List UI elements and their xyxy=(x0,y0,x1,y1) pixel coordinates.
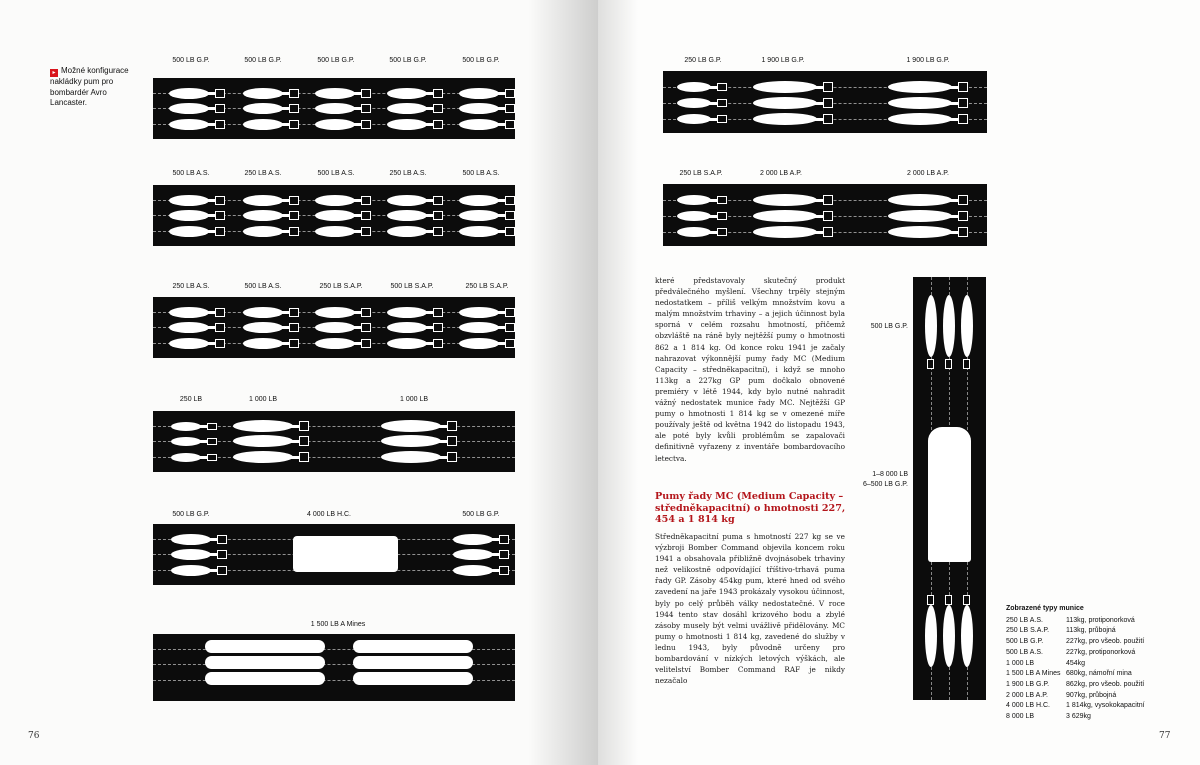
mine-body xyxy=(205,672,325,685)
bomb-body xyxy=(459,195,499,206)
legend-value: 227kg, protiponorková xyxy=(1066,648,1136,656)
bomb-body xyxy=(753,113,817,125)
bomb-tail-fin xyxy=(289,227,299,236)
bomb-tail-fin xyxy=(433,339,443,348)
section-heading: Pumy řady MC (Medium Capacity – středněkapacitní) o hmotnosti 227, 454 a 1 814 kg xyxy=(655,491,846,525)
bomb-tail-fin xyxy=(505,196,515,205)
bay-label: 500 LB G.P. xyxy=(389,57,427,64)
bomb-tail-fin xyxy=(215,323,225,332)
bomb-body xyxy=(387,338,427,349)
bomb-body xyxy=(459,88,499,99)
bomb-body xyxy=(677,82,711,92)
legend-value: 1 814kg, vysokokapacitní xyxy=(1066,702,1145,710)
bomb-body xyxy=(315,88,355,99)
bay-label: 250 LB S.A.P. xyxy=(319,283,363,290)
bomb-tail-fin xyxy=(717,228,727,236)
bomb-tail-fin xyxy=(447,452,457,462)
bay-label: 4 000 LB H.C. xyxy=(307,511,351,518)
bomb-body xyxy=(387,226,427,237)
bomb-tail-fin xyxy=(289,120,299,129)
bay-label: 250 LB A.S. xyxy=(244,170,282,177)
bomb-tail-fin xyxy=(215,104,225,113)
bomb-tail-fin xyxy=(217,566,227,575)
bomb-body xyxy=(243,226,283,237)
legend-key: 1 900 LB G.P. xyxy=(1006,680,1050,688)
bomb-body xyxy=(171,422,201,431)
bomb-tail-fin xyxy=(945,595,952,605)
bomb-tail-fin xyxy=(289,323,299,332)
legend-row xyxy=(1006,648,1176,659)
bomb-tail-fin xyxy=(215,308,225,317)
bomb-tail-fin xyxy=(361,211,371,220)
bomb-tail-fin xyxy=(505,211,515,220)
bomb-body xyxy=(387,307,427,318)
legend-value: 3 629kg xyxy=(1066,713,1091,721)
bay-label: 500 LB A.S. xyxy=(244,283,282,290)
bomb-tail-fin xyxy=(207,423,217,430)
bomb-tail-fin xyxy=(958,82,968,92)
bomb-body xyxy=(459,307,499,318)
bomb-body xyxy=(753,81,817,93)
legend-key: 4 000 LB H.C. xyxy=(1006,702,1050,710)
bomb-tail-fin xyxy=(717,115,727,123)
bomb-bay-diagram xyxy=(153,185,515,246)
bomb-tail-fin xyxy=(289,196,299,205)
bomb-tail-fin xyxy=(433,120,443,129)
bomb-tail-fin xyxy=(215,227,225,236)
bay-label: 500 LB G.P. xyxy=(462,57,500,64)
munition-legend xyxy=(1006,604,1176,723)
bomb-body xyxy=(888,226,952,238)
bomb-tail-fin xyxy=(215,89,225,98)
vertical-bay-label-mid-2: 6–500 LB G.P. xyxy=(862,481,908,488)
bomb-body xyxy=(387,88,427,99)
legend-row xyxy=(1006,680,1176,691)
bomb-tail-fin xyxy=(505,308,515,317)
bomb-body xyxy=(315,226,355,237)
bomb-tail-fin xyxy=(207,438,217,445)
bomb-tail-fin xyxy=(505,89,515,98)
bomb-tail-fin xyxy=(361,89,371,98)
bomb-body xyxy=(753,194,817,206)
bay-label: 500 LB A.S. xyxy=(317,170,355,177)
legend-key: 1 000 LB xyxy=(1006,659,1035,667)
bomb-tail-fin xyxy=(717,212,727,220)
bomb-tail-fin xyxy=(823,227,833,237)
bomb-body xyxy=(943,605,955,667)
bay-label: 250 LB G.P. xyxy=(684,57,722,64)
bomb-body xyxy=(459,226,499,237)
gutter-shadow-right xyxy=(598,0,638,765)
legend-value: 862kg, pro všeob. použití xyxy=(1066,680,1145,688)
mine-body xyxy=(353,672,473,685)
legend-value: 680kg, námořní mina xyxy=(1066,670,1132,678)
bomb-tail-fin xyxy=(433,211,443,220)
bay-label: 1 000 LB xyxy=(248,396,278,403)
bomb-body xyxy=(387,210,427,221)
bomb-body xyxy=(888,81,952,93)
bomb-body xyxy=(888,113,952,125)
legend-row xyxy=(1006,712,1176,723)
vertical-bay-label-top: 500 LB G.P. xyxy=(870,323,908,330)
blockbuster-bomb xyxy=(928,427,971,562)
legend-row xyxy=(1006,691,1176,702)
bay-label: 250 LB S.A.P. xyxy=(679,170,723,177)
legend-row xyxy=(1006,637,1176,648)
caption-marker-icon: ▸ xyxy=(50,69,58,77)
bomb-body xyxy=(169,119,209,130)
bomb-tail-fin xyxy=(823,211,833,221)
bomb-body xyxy=(459,210,499,221)
bomb-body xyxy=(169,226,209,237)
bomb-tail-fin xyxy=(958,195,968,205)
bomb-tail-fin xyxy=(299,452,309,462)
bomb-bay-diagram xyxy=(153,524,515,585)
right-page xyxy=(598,0,1200,765)
bay-label: 500 LB G.P. xyxy=(244,57,282,64)
bomb-body xyxy=(961,295,973,357)
bomb-tail-fin xyxy=(499,550,509,559)
bomb-tail-fin xyxy=(717,99,727,107)
bomb-tail-fin xyxy=(361,196,371,205)
bomb-body xyxy=(315,338,355,349)
bomb-tail-fin xyxy=(289,211,299,220)
bomb-body xyxy=(233,451,293,463)
legend-key: 250 LB S.A.P. xyxy=(1006,627,1050,635)
bomb-body xyxy=(387,195,427,206)
bomb-tail-fin xyxy=(361,120,371,129)
bomb-tail-fin xyxy=(823,98,833,108)
bomb-tail-fin xyxy=(505,104,515,113)
bomb-body xyxy=(243,119,283,130)
bomb-tail-fin xyxy=(499,535,509,544)
bomb-body xyxy=(169,210,209,221)
bomb-tail-fin xyxy=(433,227,443,236)
bomb-body xyxy=(315,322,355,333)
bomb-body xyxy=(381,435,441,447)
bomb-tail-fin xyxy=(505,323,515,332)
bomb-tail-fin xyxy=(361,339,371,348)
bomb-body xyxy=(459,119,499,130)
bomb-tail-fin xyxy=(717,83,727,91)
bay-label: 500 LB G.P. xyxy=(317,57,355,64)
bomb-bay-diagram xyxy=(153,634,515,701)
bay-label: 500 LB G.P. xyxy=(172,57,210,64)
bomb-body xyxy=(453,565,493,576)
bay-label: 500 LB G.P. xyxy=(462,511,500,518)
legend-value: 907kg, průbojná xyxy=(1066,691,1117,699)
bomb-body xyxy=(381,451,441,463)
legend-row xyxy=(1006,701,1176,712)
bay-label: 500 LB G.P. xyxy=(172,511,210,518)
bomb-tail-fin xyxy=(361,323,371,332)
bomb-body xyxy=(677,227,711,237)
bay-label: 500 LB A.S. xyxy=(172,170,210,177)
mine-body xyxy=(205,656,325,669)
bomb-body xyxy=(171,549,211,560)
bomb-tail-fin xyxy=(927,359,934,369)
mine-body xyxy=(353,640,473,653)
legend-row xyxy=(1006,616,1176,627)
body-paragraph-2: Středněkapacitní puma s hmotností 227 kg se ve výzbroji Bomber Command objevila koncem roku 1941 a obsahovala přibližně dvojnásobek trhaviny než velikostně odpovídající tříštivo-trhavá puma řady GP. Zásoby 454kg pum, které hned od svého zavedení na jaře 1943 prokázaly vysokou účinnost, byly po celý průběh války nedostatečné. V roce 1944 tento stav dosáhl krizového bodu a zbylé zásoby musely být velmi uvážlivě přidělovány. MC pumy o hmotnosti 1 814 kg, zavedené do služby v lednu 1943, byly původně určeny pro bombardování v nízkých letových výškách, ale velitelství Bomber Command RAF je nikdy nezačalo xyxy=(655,532,845,686)
bomb-body xyxy=(943,295,955,357)
caption-text: Možné konfigurace nakládky pum pro bombardér Avro Lancaster. xyxy=(50,66,129,107)
page-number-left: 76 xyxy=(28,731,40,741)
bomb-body xyxy=(677,195,711,205)
left-page xyxy=(0,0,598,765)
bomb-body xyxy=(243,322,283,333)
bomb-tail-fin xyxy=(215,339,225,348)
bomb-body xyxy=(677,211,711,221)
bay-label: 1 900 LB G.P. xyxy=(906,57,950,64)
bomb-tail-fin xyxy=(289,339,299,348)
bomb-body xyxy=(243,338,283,349)
bomb-tail-fin xyxy=(823,82,833,92)
bomb-body xyxy=(171,453,201,462)
bomb-bay-diagram xyxy=(153,297,515,358)
legend-key: 250 LB A.S. xyxy=(1006,616,1043,624)
bomb-tail-fin xyxy=(433,89,443,98)
bomb-body xyxy=(459,338,499,349)
vertical-bomb-bay-diagram xyxy=(913,277,986,700)
bomb-body xyxy=(677,98,711,108)
bomb-body xyxy=(315,195,355,206)
bomb-body xyxy=(315,103,355,114)
bay-label: 2 000 LB A.P. xyxy=(907,170,949,177)
bomb-tail-fin xyxy=(299,436,309,446)
bomb-body xyxy=(961,605,973,667)
bomb-body xyxy=(459,322,499,333)
bomb-bay-diagram xyxy=(663,184,987,246)
bomb-tail-fin xyxy=(289,104,299,113)
bomb-tail-fin xyxy=(207,454,217,461)
legend-key: 1 500 LB A Mines xyxy=(1006,670,1061,678)
bomb-tail-fin xyxy=(823,195,833,205)
bomb-body xyxy=(387,322,427,333)
body-paragraph-1: které představovaly skutečný produkt předválečného myšlení. Všechny trpěly stejným nedostatkem – příliš velkým množstvím kovu a malým množstvím trhaviny – a jejich účinnost byla sporná v celém rozsahu hmotností, přičemž obzvláště na ráně byly nejtěžší pumy o hmotnosti 862 a 1 814 kg. Od konce roku 1941 je začaly nahrazovat výkonnější pumy řady MC (Medium Capacity – středněkapacitní), i když se mnoho 113kg a 227kg GP pum dočkalo obnovené premiéry v létě 1944, kdy bylo nutné nahradit vážný nedostatek munice řady MC. Nejtěžší GP pumy o hmotnosti 1 814 kg se v omezené míře používaly ještě od května 1942 do listopadu 1943, ale poté byly kvůli problémům se zapalovači definitivně vyřazeny z inventáře bombardovacího letectva. xyxy=(655,276,845,463)
bomb-tail-fin xyxy=(217,535,227,544)
bomb-body xyxy=(243,103,283,114)
bomb-tail-fin xyxy=(215,120,225,129)
mine-body xyxy=(353,656,473,669)
bomb-body xyxy=(233,435,293,447)
bomb-bay-diagram xyxy=(153,411,515,472)
bomb-body xyxy=(169,88,209,99)
legend-title: Zobrazené typy munice xyxy=(1006,605,1084,612)
bomb-tail-fin xyxy=(447,436,457,446)
bomb-tail-fin xyxy=(447,421,457,431)
bomb-body xyxy=(753,226,817,238)
bomb-body xyxy=(169,195,209,206)
legend-key: 8 000 LB xyxy=(1006,713,1035,721)
bay-label: 500 LB S.A.P. xyxy=(390,283,434,290)
bomb-bay-diagram xyxy=(153,78,515,139)
bomb-body xyxy=(387,119,427,130)
bay-label: 250 LB A.S. xyxy=(172,283,210,290)
bomb-body xyxy=(888,210,952,222)
bomb-tail-fin xyxy=(289,89,299,98)
bay-label: 250 LB xyxy=(179,396,203,403)
legend-value: 454kg xyxy=(1066,659,1086,667)
legend-value: 227kg, pro všeob. použití xyxy=(1066,638,1145,646)
gutter-shadow xyxy=(528,0,598,765)
bomb-tail-fin xyxy=(361,227,371,236)
bay-label: 250 LB A.S. xyxy=(389,170,427,177)
bomb-body xyxy=(233,420,293,432)
bomb-body xyxy=(888,194,952,206)
page-number-right: 77 xyxy=(1159,731,1171,741)
bomb-tail-fin xyxy=(927,595,934,605)
legend-key: 500 LB G.P. xyxy=(1006,638,1044,646)
bomb-tail-fin xyxy=(823,114,833,124)
vertical-bay-label-mid-1: 1–8 000 LB xyxy=(872,471,908,478)
bay-label: 2 000 LB A.P. xyxy=(760,170,802,177)
bomb-tail-fin xyxy=(433,323,443,332)
bomb-bay-diagram xyxy=(663,71,987,133)
legend-value: 113kg, průbojná xyxy=(1066,627,1116,635)
bomb-tail-fin xyxy=(215,211,225,220)
bomb-body xyxy=(381,420,441,432)
bomb-body xyxy=(925,605,937,667)
bomb-tail-fin xyxy=(963,359,970,369)
bomb-body xyxy=(169,338,209,349)
bomb-body xyxy=(169,322,209,333)
bomb-body xyxy=(677,114,711,124)
bomb-tail-fin xyxy=(945,359,952,369)
bomb-tail-fin xyxy=(433,196,443,205)
bomb-body xyxy=(169,103,209,114)
bomb-body xyxy=(753,210,817,222)
bomb-body xyxy=(315,210,355,221)
bomb-body xyxy=(171,437,201,446)
legend-key: 500 LB A.S. xyxy=(1006,648,1043,656)
bomb-body xyxy=(459,103,499,114)
bomb-tail-fin xyxy=(433,308,443,317)
bomb-body xyxy=(169,307,209,318)
legend-row xyxy=(1006,669,1176,680)
bomb-body xyxy=(243,307,283,318)
bay-label: 1 900 LB G.P. xyxy=(761,57,805,64)
legend-value: 113kg, protiponorková xyxy=(1066,616,1135,624)
bomb-tail-fin xyxy=(361,104,371,113)
bay-label: 250 LB S.A.P. xyxy=(465,283,509,290)
bomb-body xyxy=(243,210,283,221)
bomb-tail-fin xyxy=(361,308,371,317)
mine-body xyxy=(205,640,325,653)
figure-caption xyxy=(50,66,138,109)
bomb-body xyxy=(453,534,493,545)
bomb-tail-fin xyxy=(958,227,968,237)
bomb-body xyxy=(315,307,355,318)
bomb-tail-fin xyxy=(299,421,309,431)
legend-key: 2 000 LB A.P. xyxy=(1006,691,1048,699)
bomb-tail-fin xyxy=(717,196,727,204)
bomb-tail-fin xyxy=(958,114,968,124)
bomb-body xyxy=(387,103,427,114)
bomb-tail-fin xyxy=(217,550,227,559)
bomb-body xyxy=(753,97,817,109)
bomb-body xyxy=(453,549,493,560)
bomb-tail-fin xyxy=(433,104,443,113)
bomb-body xyxy=(243,195,283,206)
bay-label: 500 LB A.S. xyxy=(462,170,500,177)
bomb-tail-fin xyxy=(215,196,225,205)
bomb-tail-fin xyxy=(505,120,515,129)
bomb-tail-fin xyxy=(958,211,968,221)
legend-row xyxy=(1006,659,1176,670)
bomb-tail-fin xyxy=(505,227,515,236)
bay-label: 1 000 LB xyxy=(399,396,429,403)
bomb-body xyxy=(171,565,211,576)
bomb-body xyxy=(243,88,283,99)
bomb-body xyxy=(171,534,211,545)
bomb-body xyxy=(888,97,952,109)
cookie-bomb xyxy=(293,536,398,572)
bomb-tail-fin xyxy=(958,98,968,108)
bay-label: 1 500 LB A Mines xyxy=(310,621,366,628)
bomb-tail-fin xyxy=(505,339,515,348)
bomb-tail-fin xyxy=(963,595,970,605)
bomb-tail-fin xyxy=(499,566,509,575)
bomb-tail-fin xyxy=(289,308,299,317)
bomb-body xyxy=(925,295,937,357)
legend-row xyxy=(1006,626,1176,637)
bomb-body xyxy=(315,119,355,130)
